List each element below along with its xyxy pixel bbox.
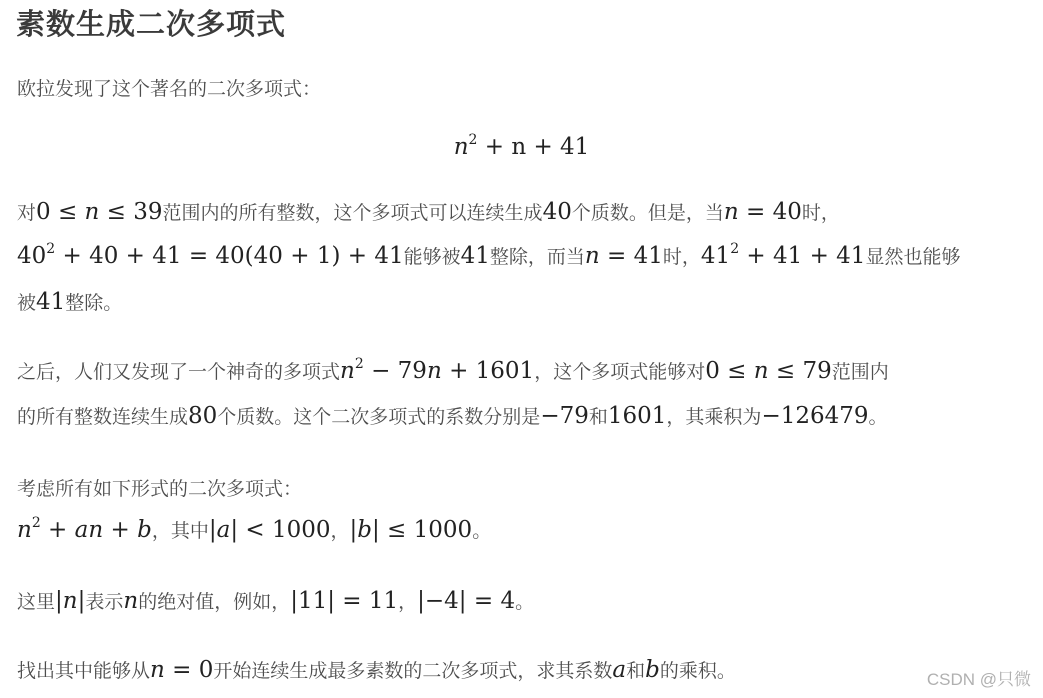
math: = 41 bbox=[599, 243, 663, 269]
math-var: b bbox=[137, 517, 152, 543]
math-exponent: 2 bbox=[354, 356, 364, 372]
intro-text: 欧拉发现了这个著名的二次多项式： bbox=[17, 78, 322, 100]
math-var: a bbox=[612, 657, 627, 683]
math: = 0 bbox=[164, 657, 214, 683]
text: ，其中 bbox=[151, 520, 209, 542]
math: + 1601 bbox=[441, 358, 535, 384]
text: 能够被 bbox=[403, 246, 461, 268]
math: 41 bbox=[700, 243, 731, 269]
math: + bbox=[103, 517, 138, 543]
text: ，其乘积为 bbox=[666, 406, 762, 428]
formula-rest: + n + 41 bbox=[477, 134, 590, 160]
paragraph-2-line-3 bbox=[17, 288, 122, 315]
text: 整除，而当 bbox=[489, 246, 585, 268]
text: ， bbox=[330, 520, 350, 542]
math: 40 bbox=[17, 243, 47, 269]
math: | bbox=[208, 517, 217, 543]
math: 41 bbox=[36, 289, 66, 315]
math: | bbox=[55, 588, 63, 614]
math: ≤ 39 bbox=[99, 199, 163, 225]
math-exponent: 2 bbox=[31, 515, 41, 531]
text: 显然也能够 bbox=[865, 246, 961, 268]
math: = 40 bbox=[738, 199, 802, 225]
page-title: 素数生成二次多项式 bbox=[16, 7, 287, 41]
text: ， bbox=[398, 591, 418, 613]
math-var: n bbox=[150, 657, 165, 683]
math-var: n bbox=[584, 243, 600, 269]
math: + bbox=[40, 517, 75, 543]
text: 被 bbox=[17, 292, 37, 314]
text: 时， bbox=[662, 246, 701, 268]
text: 个质数。这个二次多项式的系数分别是 bbox=[217, 406, 541, 428]
text: 对 bbox=[17, 202, 37, 224]
text: 。 bbox=[515, 591, 535, 613]
text: 的乘积。 bbox=[659, 660, 736, 682]
text: 范围内 bbox=[831, 361, 889, 383]
math: |11| = 11 bbox=[290, 588, 399, 614]
math: | bbox=[77, 588, 86, 614]
paragraph-6 bbox=[17, 656, 736, 683]
math-var: b bbox=[357, 517, 372, 543]
math: 0 ≤ bbox=[36, 199, 85, 225]
math-exponent: 2 bbox=[46, 241, 56, 257]
math-var: n bbox=[753, 358, 769, 384]
formula-var-n: n bbox=[453, 134, 469, 160]
text: 表示 bbox=[85, 591, 124, 613]
text: ，这个多项式能够对 bbox=[534, 361, 706, 383]
math-var: n bbox=[340, 358, 355, 384]
text: 。 bbox=[868, 406, 888, 428]
paragraph-2-line-1 bbox=[17, 198, 840, 225]
math: −79 bbox=[540, 403, 589, 429]
text: 和 bbox=[588, 406, 608, 428]
math: | bbox=[349, 517, 358, 543]
paragraph-4-line-1: 考虑所有如下形式的二次多项式： bbox=[17, 478, 303, 500]
text: 找出其中能够从 bbox=[17, 660, 151, 682]
math-exponent: 2 bbox=[730, 241, 740, 257]
math-var: n bbox=[723, 199, 739, 225]
math: | ≤ 1000 bbox=[372, 517, 473, 543]
math: 1601 bbox=[607, 403, 667, 429]
math: − 79 bbox=[363, 358, 427, 384]
paragraph-4-line-2 bbox=[17, 516, 491, 543]
text: 的绝对值，例如， bbox=[138, 591, 291, 613]
math-var: n bbox=[62, 588, 78, 614]
math: ≤ 79 bbox=[768, 358, 832, 384]
math-var: a bbox=[216, 517, 231, 543]
formula-exponent: 2 bbox=[468, 132, 478, 148]
text: 范围内的所有整数，这个多项式可以连续生成 bbox=[162, 202, 543, 224]
text: 之后，人们又发现了一个神奇的多项式 bbox=[17, 361, 341, 383]
text: 的所有整数连续生成 bbox=[17, 406, 189, 428]
text: 和 bbox=[626, 660, 646, 682]
watermark: CSDN @只微 bbox=[926, 670, 1031, 689]
math: 80 bbox=[188, 403, 218, 429]
text: 时， bbox=[801, 202, 840, 224]
text: 这里 bbox=[17, 591, 56, 613]
math: |−4| = 4 bbox=[417, 588, 516, 614]
math: | < 1000 bbox=[230, 517, 331, 543]
math: 41 bbox=[460, 243, 490, 269]
math: −126479 bbox=[761, 403, 869, 429]
math: 0 ≤ bbox=[705, 358, 754, 384]
math-var: b bbox=[645, 657, 660, 683]
text: 整除。 bbox=[65, 292, 123, 314]
math-var: n bbox=[84, 199, 100, 225]
euler-formula bbox=[0, 134, 1043, 160]
text: 。 bbox=[472, 520, 492, 542]
math-var: an bbox=[74, 517, 104, 543]
math-var: n bbox=[123, 588, 139, 614]
math: + 40 + 41 = 40(40 + 1) + 41 bbox=[55, 243, 404, 269]
math: 40 bbox=[542, 199, 572, 225]
paragraph-3-line-1 bbox=[17, 357, 889, 384]
math-var: n bbox=[17, 517, 32, 543]
text: 个质数。但是，当 bbox=[571, 202, 724, 224]
math-var: n bbox=[426, 358, 442, 384]
paragraph-2-line-2 bbox=[17, 242, 960, 269]
paragraph-5 bbox=[17, 587, 534, 614]
math: + 41 + 41 bbox=[739, 243, 866, 269]
text: 开始连续生成最多素数的二次多项式，求其系数 bbox=[213, 660, 613, 682]
paragraph-3-line-2 bbox=[17, 402, 888, 429]
